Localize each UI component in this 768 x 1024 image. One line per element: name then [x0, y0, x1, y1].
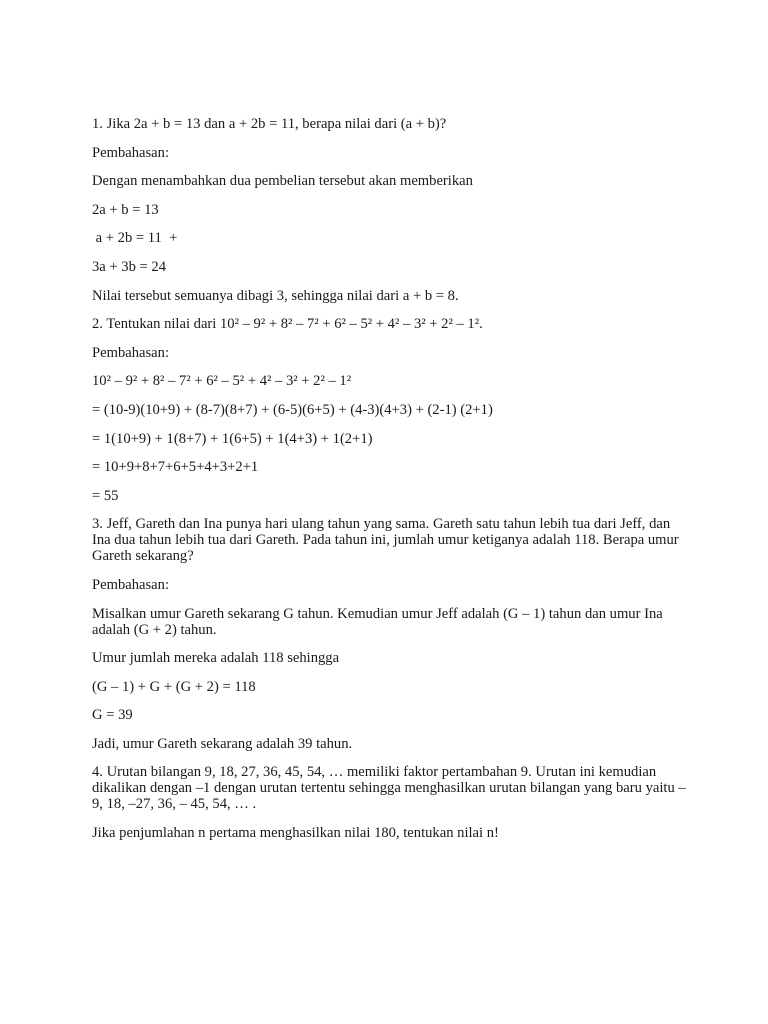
- equation-line: 3a + 3b = 24: [92, 258, 167, 275]
- question-4-prompt: Jika penjumlahan n pertama menghasilkan nilai 180, tentukan nilai n!: [92, 825, 499, 842]
- question-2: 2. Tentukan nilai dari 10² – 9² + 8² – 7² + 6² – 5² + 4² – 3² + 2² – 1².: [92, 316, 483, 333]
- answer-line: Nilai tersebut semuanya dibagi 3, sehingga nilai dari a + b = 8.: [92, 287, 459, 304]
- equation-line: = 1(10+9) + 1(8+7) + 1(6+5) + 1(4+3) + 1(2+1): [92, 430, 373, 447]
- question-4: 4. Urutan bilangan 9, 18, 27, 36, 45, 54, … memiliki faktor pertambahan 9. Urutan ini kemudian dikalikan dengan –1 dengan urutan tertentu sehingga menghasilkan urutan bilangan yang baru yaitu –9, 18, –27, 36, – 45, 54, … .: [92, 764, 686, 813]
- explanation-line: Misalkan umur Gareth sekarang G tahun. Kemudian umur Jeff adalah (G – 1) tahun dan umur Ina adalah (G + 2) tahun.: [92, 605, 667, 638]
- equation-line: 2a + b = 13: [92, 201, 159, 218]
- question-1: 1. Jika 2a + b = 13 dan a + 2b = 11, berapa nilai dari (a + b)?: [92, 116, 447, 132]
- pembahasan-heading-1: Pembahasan:: [92, 144, 170, 161]
- answer-line: = 55: [92, 487, 119, 504]
- equation-line: a + 2b = 11 +: [92, 230, 178, 247]
- document-body: [92, 116, 692, 854]
- equation-line: 10² – 9² + 8² – 7² + 6² – 5² + 4² – 3² + 2² – 1²: [92, 373, 352, 390]
- question-3: 3. Jeff, Gareth dan Ina punya hari ulang tahun yang sama. Gareth satu tahun lebih tua dari Jeff, dan Ina dua tahun lebih tua dari Gareth. Pada tahun ini, jumlah umur ketiganya adalah 118. Berapa umur Gareth sekarang?: [92, 516, 683, 565]
- equation-line: = 10+9+8+7+6+5+4+3+2+1: [92, 459, 259, 476]
- equation-line: = (10-9)(10+9) + (8-7)(8+7) + (6-5)(6+5) + (4-3)(4+3) + (2-1) (2+1): [92, 401, 493, 418]
- explanation-line: Dengan menambahkan dua pembelian tersebut akan memberikan: [92, 173, 473, 190]
- explanation-line: Umur jumlah mereka adalah 118 sehingga: [92, 650, 340, 667]
- equation-line: (G – 1) + G + (G + 2) = 118: [92, 678, 256, 695]
- pembahasan-heading-3: Pembahasan:: [92, 576, 170, 593]
- answer-line: Jadi, umur Gareth sekarang adalah 39 tahun.: [92, 735, 353, 752]
- equation-line: G = 39: [92, 707, 133, 724]
- pembahasan-heading-2: Pembahasan:: [92, 344, 170, 361]
